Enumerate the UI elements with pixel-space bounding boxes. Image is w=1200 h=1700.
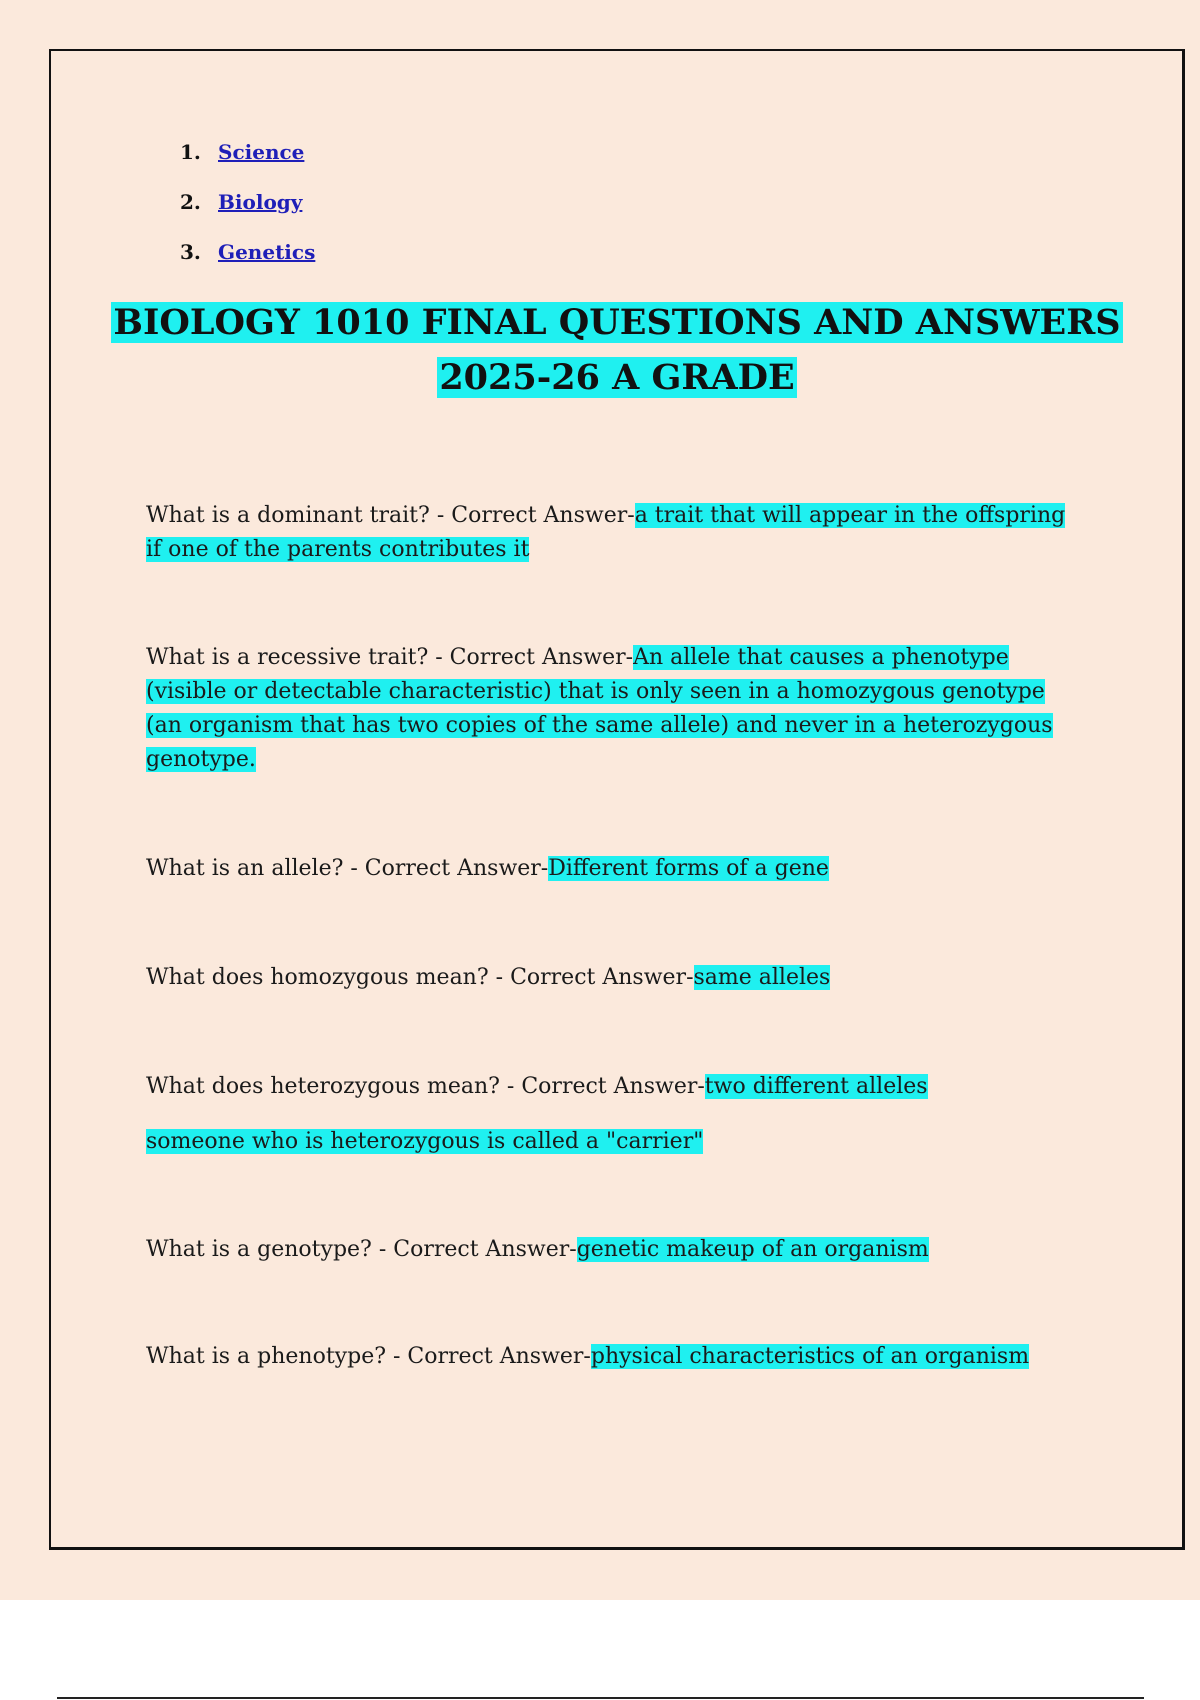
- document-title-line2: 2025-26 A GRADE: [439, 357, 795, 398]
- answer-text: a trait that will appear in the offspring if one of the parents contributes it: [146, 503, 1066, 562]
- breadcrumb-item-genetics: [180, 240, 315, 290]
- answer-text: two different alleles: [704, 1074, 928, 1099]
- qa-recessive-trait: [146, 641, 1076, 777]
- document-title-line1: BIOLOGY 1010 FINAL QUESTIONS AND ANSWERS: [113, 302, 1121, 343]
- qa-heterozygous-note: [146, 1125, 1076, 1159]
- question-text: What is a genotype? - Correct Answer-: [146, 1237, 577, 1262]
- answer-text: physical characteristics of an organism: [590, 1344, 1030, 1369]
- document-title: [100, 295, 1134, 405]
- qa-dominant-trait: [146, 499, 1076, 567]
- qa-allele: [146, 852, 1076, 886]
- breadcrumb-link-genetics[interactable]: Genetics: [218, 240, 316, 264]
- breadcrumb-link-science[interactable]: Science: [218, 140, 305, 164]
- answer-extra-text: someone who is heterozygous is called a "carrier": [146, 1129, 704, 1154]
- answer-text: Different forms of a gene: [548, 856, 829, 881]
- question-text: What does homozygous mean? - Correct Answer-: [146, 965, 694, 990]
- answer-text: An allele that causes a phenotype (visible or detectable characteristic) that is only seen in a homozygous genotype (an organism that has two copies of the same allele) and never in a heterozygous genotype.: [146, 645, 1053, 772]
- question-text: What does heterozygous mean? - Correct Answer-: [146, 1074, 705, 1099]
- footer-divider: [57, 1697, 1144, 1699]
- breadcrumb-number: 3.: [180, 240, 201, 264]
- question-text: What is an allele? - Correct Answer-: [146, 856, 549, 881]
- answer-text: genetic makeup of an organism: [576, 1237, 929, 1262]
- breadcrumb: [180, 140, 315, 290]
- answer-text: same alleles: [693, 965, 831, 990]
- question-text: What is a recessive trait? - Correct Answer-: [146, 645, 634, 670]
- breadcrumb-item-science: [180, 140, 315, 190]
- question-text: What is a phenotype? - Correct Answer-: [146, 1344, 591, 1369]
- qa-phenotype: [146, 1340, 1076, 1374]
- qa-heterozygous: [146, 1070, 1076, 1104]
- qa-homozygous: [146, 961, 1076, 995]
- breadcrumb-link-biology[interactable]: Biology: [218, 190, 303, 214]
- breadcrumb-number: 1.: [180, 140, 201, 164]
- breadcrumb-item-biology: [180, 190, 315, 240]
- question-text: What is a dominant trait? - Correct Answer-: [146, 503, 635, 528]
- qa-genotype: [146, 1233, 1076, 1267]
- breadcrumb-number: 2.: [180, 190, 201, 214]
